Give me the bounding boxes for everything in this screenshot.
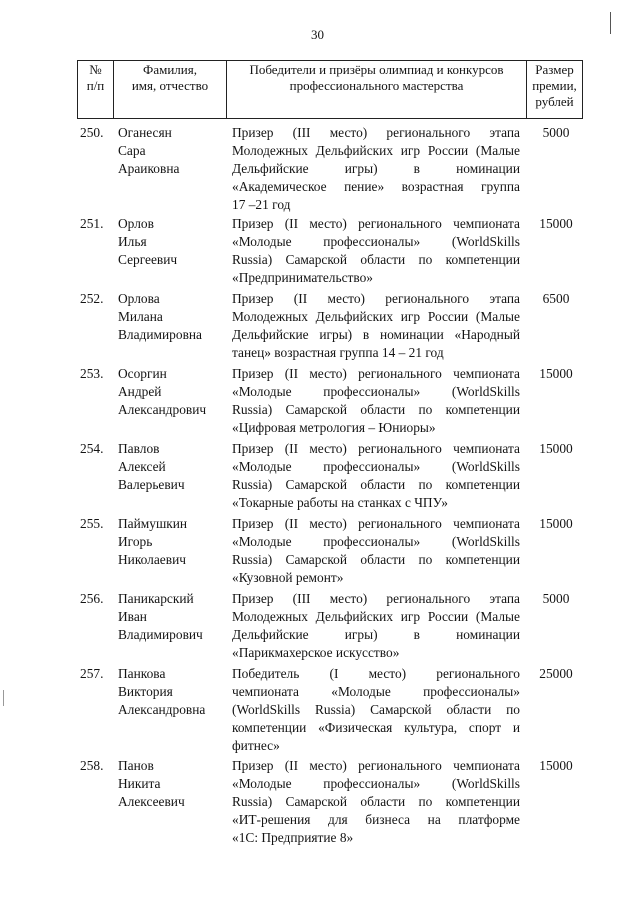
prize-amount: 25000 [539,666,573,681]
description-line: фитнес» [232,738,280,753]
surname: Оганесян [118,125,172,140]
description-line: «Предпринимательство» [232,270,373,285]
row-number: 254. [80,441,104,456]
achievement-description [232,215,520,287]
recipient-name [118,515,187,569]
description-line: «Молодые профессионалы» (WorldSkills [232,384,520,399]
patronymic: Александрович [118,402,207,417]
header-num-line: п/п [86,78,105,93]
first-name: Андрей [118,384,162,399]
header-top-rule [77,60,583,61]
header-name-line: Фамилия, [143,62,197,77]
recipient-name [118,757,185,811]
scan-artifact [610,12,611,34]
patronymic: Владимировна [118,327,202,342]
surname: Орлов [118,216,154,231]
prize-amount: 5000 [542,125,570,140]
prize-amount: 15000 [539,758,573,773]
row-number: 256. [80,591,104,606]
description-line: Молодежных Дельфийских игр России (Малые [232,309,520,324]
description-line: «Токарные работы на станках с ЧПУ» [232,495,448,510]
first-name: Сара [118,143,146,158]
recipient-name [118,440,185,494]
description-line: Призер (II место) регионального чемпионата [232,216,520,231]
patronymic: Владимирович [118,627,203,642]
header-name [114,62,226,94]
prize-amount: 15000 [539,366,573,381]
recipient-name [118,365,206,419]
description-line: Призер (II место) регионального чемпионата [232,366,520,381]
description-line: Победитель (I место) регионального [232,666,520,681]
surname: Павлов [118,441,160,456]
header-border [582,60,583,118]
row-number: 250. [80,125,104,140]
row-number: 253. [80,366,104,381]
header-num [78,62,113,94]
description-line: Призер (II место) регионального чемпионата [232,441,520,456]
header-name-line: имя, отчество [131,78,209,93]
header-amount [527,62,582,110]
description-line: Russia) Самарской области по компетенции [232,402,520,417]
description-line: «Академическое пение» возрастная группа [232,179,520,194]
row-number: 258. [80,758,104,773]
description-line: Дельфийские игры) в номинации [232,161,520,176]
description-line: «Кузовной ремонт» [232,570,344,585]
first-name: Илья [118,234,147,249]
row-number: 257. [80,666,104,681]
surname: Паймушкин [118,516,188,531]
surname: Осоргин [118,366,167,381]
description-line: Russia) Самарской области по компетенции [232,794,520,809]
description-line: Призер (III место) регионального этапа [232,125,520,140]
description-line: «Цифровая метрология – Юниоры» [232,420,436,435]
description-line: Призер (II место) регионального чемпионата [232,758,520,773]
row-number: 255. [80,516,104,531]
surname: Орлова [118,291,160,306]
patronymic: Александровна [118,702,206,717]
description-line: «Молодые профессионалы» (WorldSkills [232,776,520,791]
description-line: Призер (III место) регионального этапа [232,591,520,606]
recipient-name [118,590,203,644]
recipient-name [118,215,177,269]
description-line: «Молодые профессионалы» (WorldSkills [232,534,520,549]
achievement-description [232,757,520,847]
achievement-description [232,124,520,214]
description-line: «1С: Предприятие 8» [232,830,354,845]
description-line: (WorldSkills Russia) Самарской области по [232,702,520,717]
header-amount-line: рублей [535,94,574,109]
header-description [227,62,526,94]
recipient-name [118,665,205,719]
description-line: «Парикмахерское искусство» [232,645,400,660]
first-name: Виктория [118,684,173,699]
first-name: Игорь [118,534,153,549]
description-line: Russia) Самарской области по компетенции [232,552,520,567]
description-line: Призер (II место) регионального чемпионата [232,516,520,531]
description-line: Дельфийские игры) в номинации «Народный [232,327,520,342]
patronymic: Алексеевич [118,794,185,809]
description-line: «Молодые профессионалы» (WorldSkills [232,234,520,249]
surname: Панкова [118,666,166,681]
description-line: чемпионата «Молодые профессионалы» [232,684,520,699]
description-line: танец» возрастная группа 14 – 21 год [232,345,444,360]
scan-artifact [3,690,4,706]
achievement-description [232,290,520,362]
prize-amount: 15000 [539,441,573,456]
description-line: «Молодые профессионалы» (WorldSkills [232,459,520,474]
first-name: Алексей [118,459,166,474]
header-bottom-rule [77,118,583,119]
patronymic: Николаевич [118,552,186,567]
patronymic: Сергеевич [118,252,178,267]
surname: Панов [118,758,154,773]
description-line: компетенции «Физическая культура, спорт и [232,720,520,735]
row-number: 251. [80,216,104,231]
patronymic: Араиковна [118,161,180,176]
patronymic: Валерьевич [118,477,185,492]
description-line: Russia) Самарской области по компетенции [232,252,520,267]
description-line: Дельфийские игры) в номинации [232,627,520,642]
header-num-line: № [89,62,102,77]
surname: Паникарский [118,591,194,606]
prize-amount: 15000 [539,516,573,531]
achievement-description [232,665,520,755]
description-line: 17 –21 год [232,197,291,212]
first-name: Иван [118,609,147,624]
achievement-description [232,515,520,587]
prize-amount: 15000 [539,216,573,231]
first-name: Никита [118,776,161,791]
header-amount-line: премии, [532,78,577,93]
row-number: 252. [80,291,104,306]
header-description-line: профессионального мастерства [289,78,464,93]
prize-amount: 5000 [542,591,570,606]
prize-amount: 6500 [542,291,570,306]
achievement-description [232,590,520,662]
header-amount-line: Размер [535,62,574,77]
recipient-name [118,124,179,178]
description-line: «ИТ-решения для бизнеса на платформе [232,812,520,827]
first-name: Милана [118,309,163,324]
description-line: Молодежных Дельфийских игр России (Малые [232,609,520,624]
header-description-line: Победители и призёры олимпиад и конкурсов [249,62,504,77]
description-line: Призер (II место) регионального этапа [232,291,520,306]
description-line: Russia) Самарской области по компетенции [232,477,520,492]
achievement-description [232,440,520,512]
page-number: 30 [311,27,324,42]
description-line: Молодежных Дельфийских игр России (Малые [232,143,520,158]
recipient-name [118,290,202,344]
achievement-description [232,365,520,437]
